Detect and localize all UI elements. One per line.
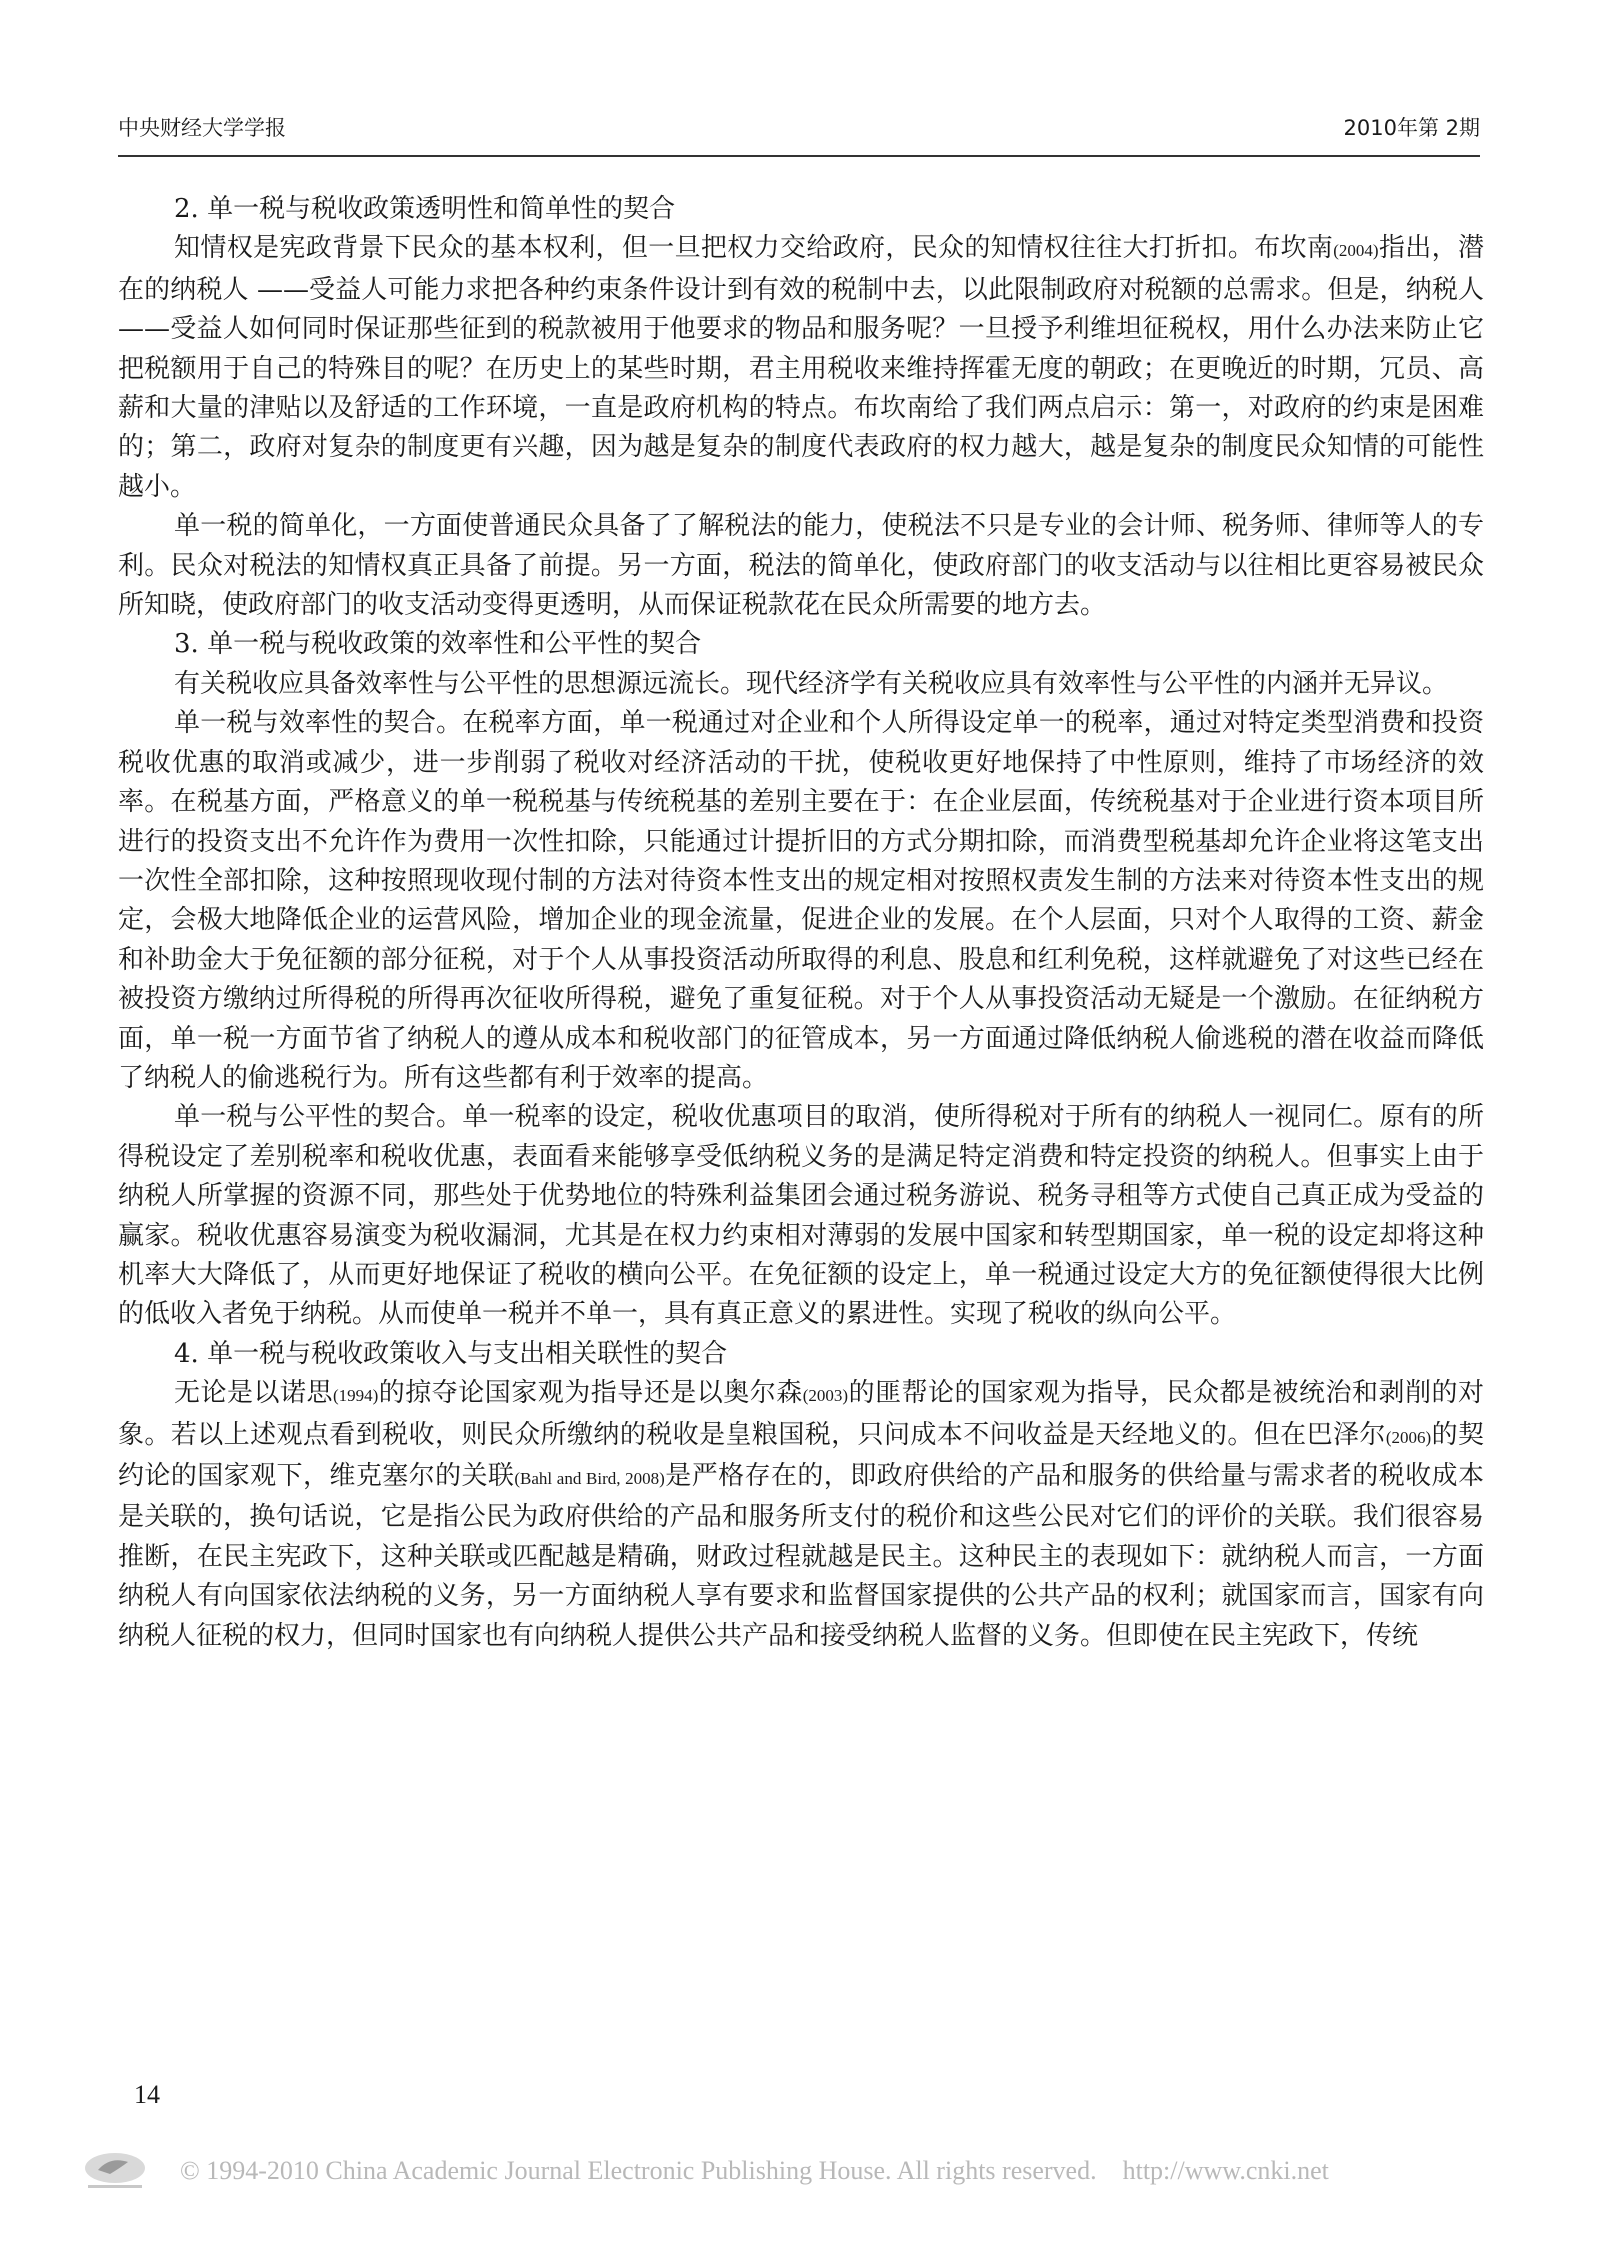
page-number: 14 bbox=[134, 2080, 160, 2109]
paragraph: 无论是以诺思(1994)的掠夺论国家观为指导还是以奥尔森(2003)的匪帮论的国家观为指导，民众都是被统治和剥削的对象。若以上述观点看到税收，则民众所缴纳的税收是皇粮国税，只问成本不问收益是天经地义的。但在巴泽尔(2006)的契约论的国家观下，维克塞尔的关联(Bahl and Bird, 2008)是严格存在的，即政府供给的产品和服务的供给量与需求者的税收成本是关联的，换句话说，它是指公民为政府供给的产品和服务所支付的税价和这些公民对它们的评价的关联。我们很容易推断，在民主宪政下，这种关联或匹配越是精确，财政过程就越是民主。这种民主的表现如下：就纳税人而言，一方面纳税人有向国家依法纳税的义务，另一方面纳税人享有要求和监督国家提供的公共产品的权利；就国家而言，国家有向纳税人征税的权力，但同时国家也有向纳税人提供公共产品和接受纳税人监督的义务。但即使在民主宪政下，传统 bbox=[118, 1378, 1484, 1651]
cnki-logo-icon bbox=[80, 2148, 150, 2192]
header-divider bbox=[118, 155, 1480, 157]
citation: (2003) bbox=[802, 1386, 849, 1406]
citation: (1994) bbox=[332, 1386, 379, 1406]
footer bbox=[80, 2148, 1480, 2198]
citation: (2006) bbox=[1385, 1427, 1432, 1447]
citation: (2004) bbox=[1333, 241, 1379, 261]
section-heading: 3. 单一税与税收政策的效率性和公平性的契合 bbox=[174, 629, 702, 660]
article-body bbox=[118, 190, 1484, 1656]
cnki-link[interactable]: http://www.cnki.net bbox=[1122, 2156, 1329, 2185]
citation: (Bahl and Bird, 2008) bbox=[514, 1469, 665, 1488]
paragraph: 单一税与效率性的契合。在税率方面，单一税通过对企业和个人所得设定单一的税率，通过对特定类型消费和投资税收优惠的取消或减少，进一步削弱了税收对经济活动的干扰，使税收更好地保持了中性原则，维持了市场经济的效率。在税基方面，严格意义的单一税税基与传统税基的差别主要在于：在企业层面，传统税基对于企业进行资本项目所进行的投资支出不允许作为费用一次性扣除，只能通过计提折旧的方式分期扣除，而消费型税基却允许企业将这笔支出一次性全部扣除，这种按照现收现付制的方法对待资本性支出的规定相对按照权责发生制的方法来对待资本性支出的规定，会极大地降低企业的运营风险，增加企业的现金流量，促进企业的发展。在个人层面，只对个人取得的工资、薪金和补助金大于免征额的部分征税，对于个人从事投资活动所取得的利息、股息和红利免税，这样就避免了对这些已经在被投资方缴纳过所得税的所得再次征收所得税，避免了重复征税。对于个人从事投资活动无疑是一个激励。在征纳税方面，单一税一方面节省了纳税人的遵从成本和税收部门的征管成本，另一方面通过降低纳税人偷逃税的潜在收益而降低了纳税人的偷逃税行为。所有这些都有利于效率的提高。 bbox=[118, 708, 1484, 1093]
paragraph: 单一税与公平性的契合。单一税率的设定，税收优惠项目的取消，使所得税对于所有的纳税人一视同仁。原有的所得税设定了差别税率和税收优惠，表面看来能够享受低纳税义务的是满足特定消费和特定投资的纳税人。但事实上由于纳税人所掌握的资源不同，那些处于优势地位的特殊利益集团会通过税务游说、税务寻租等方式使自己真正成为受益的赢家。税收优惠容易演变为税收漏洞，尤其是在权力约束相对薄弱的发展中国家和转型期国家，单一税的设定却将这种机率大大降低了，从而更好地保证了税收的横向公平。在免征额的设定上，单一税通过设定大方的免征额使得很大比例的低收入者免于纳税。从而使单一税并不单一，具有真正意义的累进性。实现了税收的纵向公平。 bbox=[118, 1102, 1484, 1330]
section-heading: 2. 单一税与税收政策透明性和简单性的契合 bbox=[174, 194, 676, 224]
issue-label: 2010年第 2期 bbox=[1343, 116, 1480, 140]
journal-title: 中央财经大学学报 bbox=[118, 116, 286, 140]
running-header bbox=[118, 112, 1480, 152]
copyright-notice: © 1994-2010 China Academic Journal Electronic Publishing House. All rights reserved. http://www.cnki.net bbox=[180, 2156, 1329, 2185]
paragraph: 有关税收应具备效率性与公平性的思想源远流长。现代经济学有关税收应具有效率性与公平性的内涵并无异议。 bbox=[174, 668, 1449, 699]
section-heading: 4. 单一税与税收政策收入与支出相关联性的契合 bbox=[174, 1338, 728, 1369]
paragraph: 知情权是宪政背景下民众的基本权利，但一旦把权力交给政府，民众的知情权往往大打折扣。布坎南(2004)指出，潜在的纳税人 ——受益人可能力求把各种约束条件设计到有效的税制中去，以此限制政府对税额的总需求。但是，纳税人 ——受益人如何同时保证那些征到的税款被用于他要求的物品和服务呢？一旦授予利维坦征税权，用什么办法来防止它把税额用于自己的特殊目的呢？在历史上的某些时期，君主用税收来维持挥霍无度的朝政；在更晚近的时期，冗员、高薪和大量的津贴以及舒适的工作环境，一直是政府机构的特点。布坎南给了我们两点启示：第一，对政府的约束是困难的；第二，政府对复杂的制度更有兴趣，因为越是复杂的制度代表政府的权力越大，越是复杂的制度民众知情的可能性越小。 bbox=[118, 233, 1484, 502]
paragraph: 单一税的简单化，一方面使普通民众具备了了解税法的能力，使税法不只是专业的会计师、税务师、律师等人的专利。民众对税法的知情权真正具备了前提。另一方面，税法的简单化，使政府部门的收支活动与以往相比更容易被民众所知晓，使政府部门的收支活动变得更透明，从而保证税款花在民众所需要的地方去。 bbox=[118, 511, 1484, 621]
